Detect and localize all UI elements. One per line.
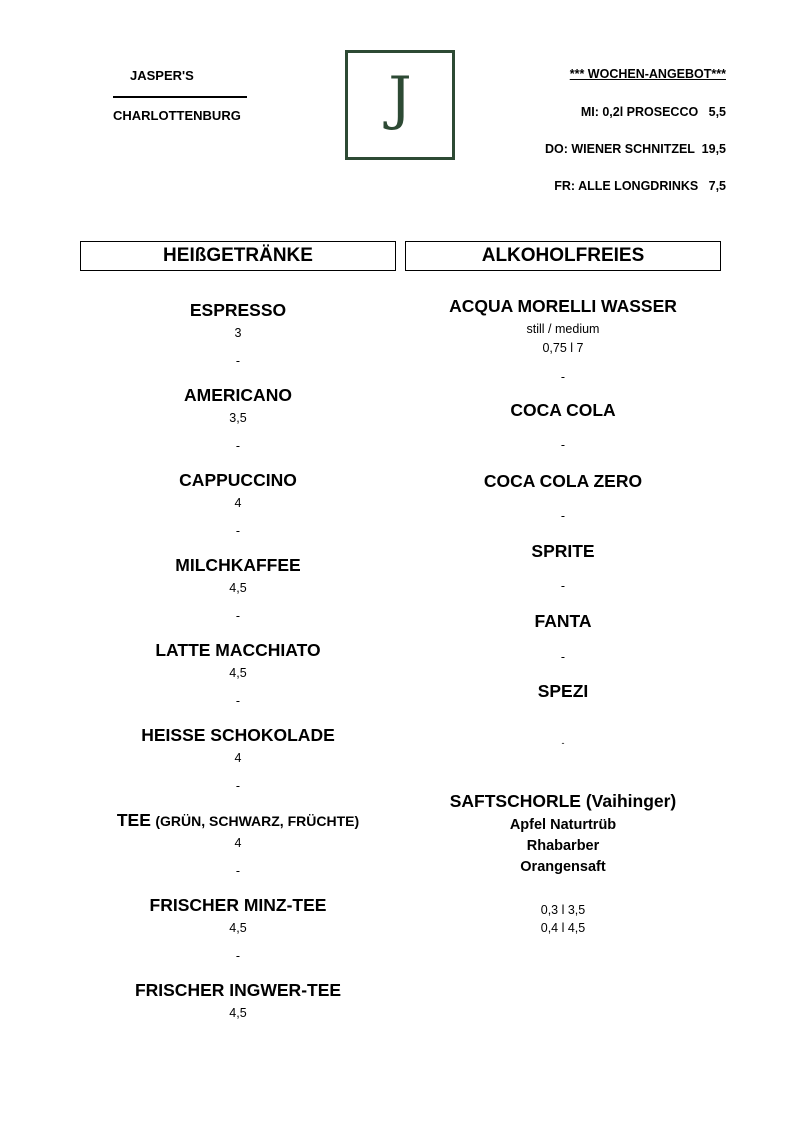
separator: - <box>560 438 566 452</box>
menu-item-name: FANTA <box>534 611 592 631</box>
menu-item-name: TEE <box>116 810 151 830</box>
menu-item-name: SPEZI <box>537 681 589 701</box>
menu-item-price: 4 <box>234 836 242 850</box>
menu-item-name: CAPPUCCINO <box>179 470 297 490</box>
brand-name: JASPER'S <box>130 68 194 83</box>
separator: - <box>560 370 566 384</box>
weekly-offer-item: DO: WIENER SCHNITZEL 19,5 <box>544 142 726 156</box>
separator: - <box>235 609 241 623</box>
separator: - <box>560 650 566 664</box>
hot-drinks-heading: HEIßGETRÄNKE <box>80 241 396 271</box>
menu-item-price: 4,5 <box>229 666 247 680</box>
separator: - <box>561 738 565 748</box>
hot-drinks-list <box>80 0 396 1130</box>
menu-item-price: 3,5 <box>229 411 247 425</box>
juice-flavor: Rhabarber <box>526 838 600 854</box>
menu-item-name: AMERICANO <box>184 385 292 405</box>
menu-item-price: 4,5 <box>229 921 247 935</box>
menu-item-name: HEISSE SCHOKOLADE <box>141 725 335 745</box>
menu-item-name: ESPRESSO <box>189 300 287 320</box>
menu-item-price: 4,5 <box>229 1006 247 1020</box>
menu-item-price: 4 <box>234 751 242 765</box>
menu-item-variants: still / medium <box>526 322 600 336</box>
menu-item-price: 4,5 <box>229 581 247 595</box>
menu-item-name: FRISCHER MINZ-TEE <box>149 895 327 915</box>
menu-item-name: MILCHKAFFEE <box>175 555 301 575</box>
separator: - <box>235 524 241 538</box>
brand-location: CHARLOTTENBURG <box>113 108 241 123</box>
separator: - <box>235 694 241 708</box>
separator: - <box>235 354 241 368</box>
soft-drinks-heading: ALKOHOLFREIES <box>405 241 721 271</box>
soft-drinks-list <box>405 0 721 1130</box>
menu-item-name: COCA COLA ZERO <box>483 471 643 491</box>
separator: - <box>560 579 566 593</box>
juice-flavor: Orangensaft <box>520 859 606 875</box>
weekly-offer-item: MI: 0,2l PROSECCO 5,5 <box>580 105 726 119</box>
menu-item-price: 3 <box>234 326 242 340</box>
menu-item-name: ACQUA MORELLI WASSER <box>449 296 677 316</box>
menu-item-price: 0,3 l 3,5 <box>540 903 586 917</box>
menu-item-tee <box>80 810 396 831</box>
separator: - <box>235 779 241 793</box>
logo-letter: J <box>388 64 412 132</box>
menu-item-detail: (GRÜN, SCHWARZ, FRÜCHTE) <box>155 813 360 829</box>
weekly-offer-item: FR: ALLE LONGDRINKS 7,5 <box>554 179 726 193</box>
separator: - <box>560 509 566 523</box>
separator: - <box>235 439 241 453</box>
menu-item-price: 0,4 l 4,5 <box>540 921 586 935</box>
separator: - <box>235 949 241 963</box>
menu-item-name: FRISCHER INGWER-TEE <box>134 980 342 1000</box>
menu-item-name: LATTE MACCHIATO <box>155 640 321 660</box>
menu-item-name: COCA COLA <box>510 400 616 420</box>
menu-item-price: 0,75 l 7 <box>542 341 584 355</box>
weekly-offer-title: *** WOCHEN-ANGEBOT*** <box>569 67 726 81</box>
menu-item-name: SAFTSCHORLE (Vaihinger) <box>449 791 677 811</box>
separator: - <box>235 864 241 878</box>
menu-item-price: 4 <box>234 496 242 510</box>
juice-flavor: Apfel Naturtrüb <box>509 817 617 833</box>
menu-item-name: SPRITE <box>531 541 595 561</box>
